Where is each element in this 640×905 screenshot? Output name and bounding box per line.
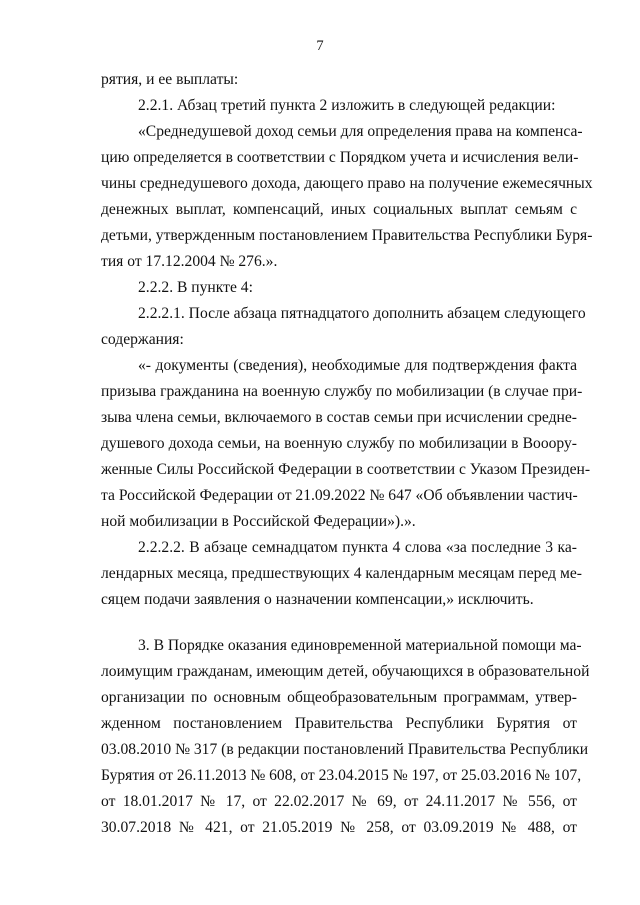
text-line: «Среднедушевой доход семьи для определения права на компенса- (138, 123, 583, 140)
text-line: чины среднедушевого дохода, дающего право на получение ежемесячных (101, 175, 593, 192)
text-line: 3. В Порядке оказания единовременной материальной помощи ма- (138, 637, 582, 654)
text-line: 2.2.1. Абзац третий пункта 2 изложить в следующей редакции: (138, 97, 556, 114)
text-line: зыва члена семьи, включаемого в состав семьи при исчислении средне- (101, 409, 577, 426)
text-line: 2.2.2. В пункте 4: (138, 279, 253, 296)
text-line: лоимущим гражданам, имеющим детей, обучающихся в образовательной (101, 663, 590, 680)
text-line: сяцем подачи заявления о назначении компенсации,» исключить. (101, 591, 534, 608)
text-line: та Российской Федерации от 21.09.2022 № 647 «Об объявлении частич- (101, 487, 578, 504)
text-line: детьми, утвержденным постановлением Правительства Республики Буря- (101, 227, 593, 244)
text-line: 2.2.2.1. После абзаца пятнадцатого дополнить абзацем следующего (138, 305, 586, 322)
text-line: ной мобилизации в Российской Федерации»).». (101, 513, 416, 530)
text-line: 03.08.2010 № 317 (в редакции постановлений Правительства Республики (101, 741, 589, 758)
text-line: 2.2.2.2. В абзаце семнадцатом пункта 4 слова «за последние 3 ка- (138, 539, 577, 556)
text-line: тия от 17.12.2004 № 276.». (101, 253, 278, 270)
text-line: организации по основным общеобразовательным программам, утвер- (101, 689, 577, 706)
text-line: цию определяется в соответствии с Порядком учета и исчисления вели- (101, 149, 579, 166)
text-line: содержания: (101, 331, 184, 348)
text-line: лендарных месяца, предшествующих 4 календарным месяцам перед ме- (101, 565, 583, 582)
text-line: жденном постановлением Правительства Республики Бурятия от (101, 715, 577, 732)
page-number: 7 (316, 38, 324, 54)
text-line: денежных выплат, компенсаций, иных социальных выплат семьям с (101, 201, 577, 218)
text-line: рятия, и ее выплаты: (101, 71, 239, 88)
text-line: призыва гражданина на военную службу по мобилизации (в случае при- (101, 383, 583, 400)
text-line: Бурятия от 26.11.2013 № 608, от 23.04.2015 № 197, от 25.03.2016 № 107, (101, 767, 582, 784)
text-line: 30.07.2018 № 421, от 21.05.2019 № 258, от 03.09.2019 № 488, от (101, 819, 577, 836)
text-line: женные Силы Российской Федерации в соответствии с Указом Президен- (101, 461, 591, 478)
text-line: душевого дохода семьи, на военную службу по мобилизации в Вооору- (101, 435, 577, 452)
text-line: «- документы (сведения), необходимые для подтверждения факта (138, 357, 577, 374)
text-line: от 18.01.2017 № 17, от 22.02.2017 № 69, от 24.11.2017 № 556, от (101, 793, 577, 810)
